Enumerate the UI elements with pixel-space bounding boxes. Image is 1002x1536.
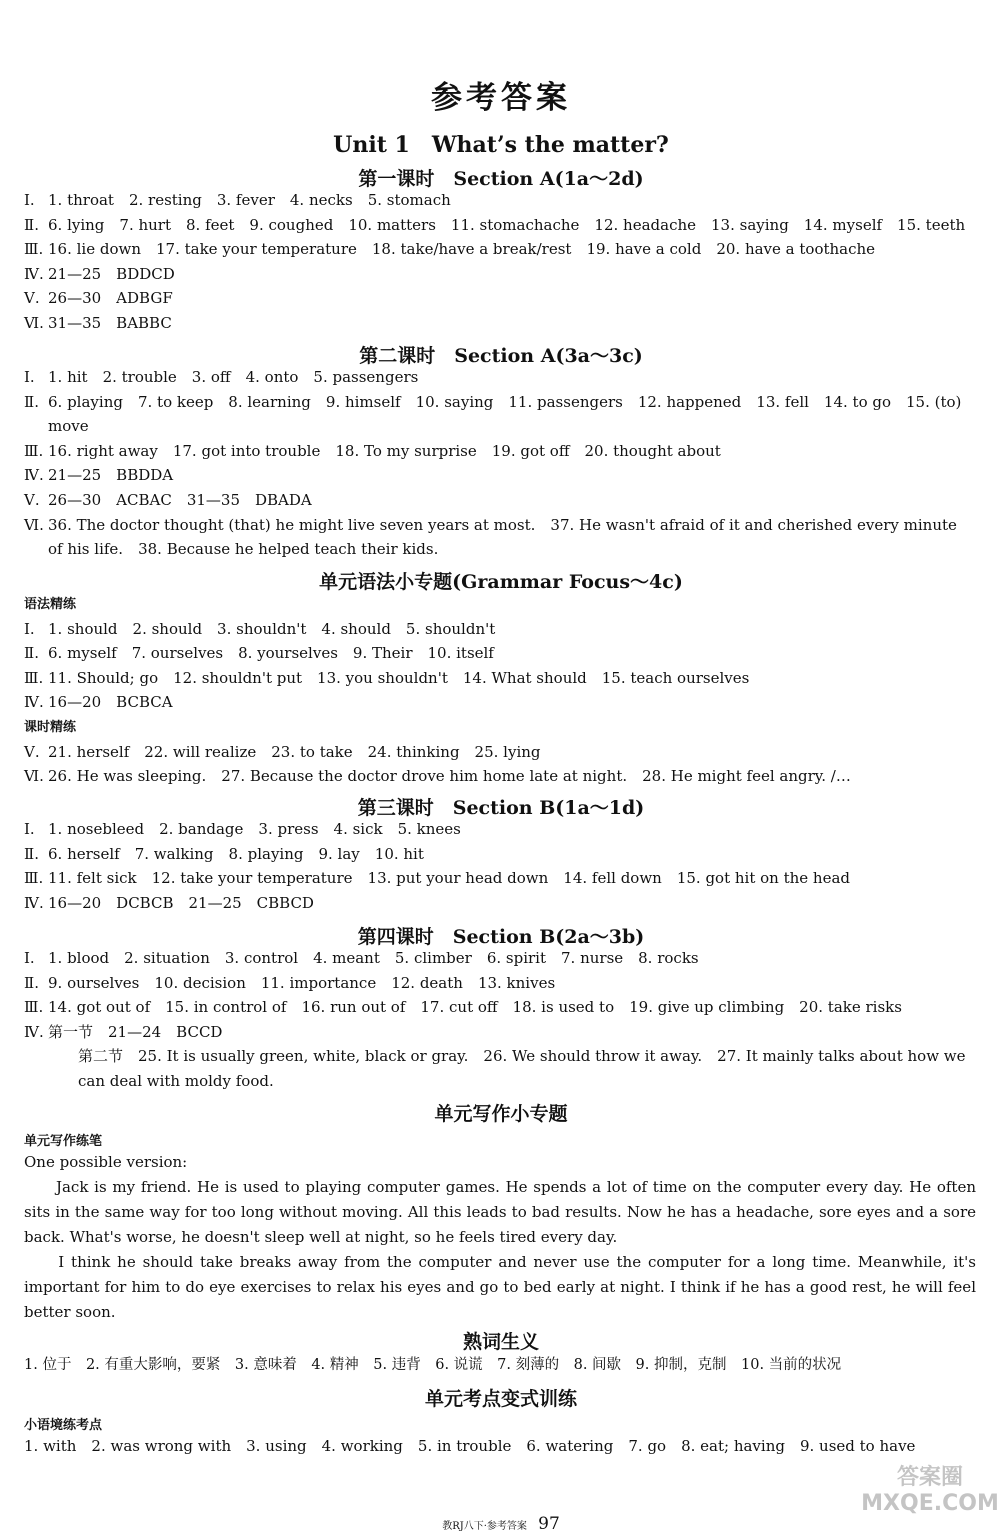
answer-line xyxy=(24,845,980,863)
answer-line xyxy=(24,1023,980,1041)
answer-text: 9. ourselves 10. decision 11. importance 12. death 13. knives xyxy=(48,973,556,992)
exercise-number: Ⅳ. xyxy=(24,466,44,485)
vocab-heading: 熟词生义 xyxy=(462,1331,539,1353)
answer-line xyxy=(24,693,980,711)
section-heading: 第三课时 Section B(1a～1d) xyxy=(357,797,645,819)
page-title: 参考答案 xyxy=(431,80,571,116)
writing-subheading: 单元写作练笔 xyxy=(24,1134,103,1149)
unit-title: Unit 1 What’s the matter? xyxy=(333,132,669,158)
answer-line xyxy=(24,516,980,534)
drill-answers: 1. with 2. was wrong with 3. using 4. working 5. in trouble 6. watering 7. go 8. eat; having 9. used to have xyxy=(24,1437,916,1455)
answer-text: 21—25 BDDCD xyxy=(48,264,175,283)
page-number: 97 xyxy=(538,1514,560,1534)
answer-text: 26. He was sleeping. 27. Because the doctor drove him home late at night. 28. He might feel angry. /… xyxy=(48,767,851,786)
answer-text: 26—30 ADBGF xyxy=(48,289,173,308)
answer-text: 36. The doctor thought (that) he might live seven years at most. 37. He wasn't afraid of it and cherished every minute xyxy=(48,515,957,534)
exercise-number: Ⅰ. xyxy=(24,949,35,967)
exercise-number: Ⅵ. xyxy=(24,314,44,332)
writing-paragraph-2: I think he should take breaks away from the computer and never use the computer for a long time. Meanwhile, it's important for him to do eye exercises to relax his eyes and go to bed early at night. I think if he has a good rest, he will feel better soon. xyxy=(24,1253,976,1321)
watermark xyxy=(860,1465,1000,1517)
drill-subheading: 小语境练考点 xyxy=(24,1418,103,1433)
answer-text: 14. got out of 15. in control of 16. run out of 17. cut off 18. is used to 19. give up climbing 20. take risks xyxy=(48,998,902,1017)
exercise-number: Ⅳ. xyxy=(24,1022,44,1041)
answer-line xyxy=(24,767,980,785)
answer-text: 第二节 25. It is usually green, white, black or gray. 26. We should throw it away. 27. It mainly talks about how we xyxy=(48,1047,966,1066)
answer-text: 11. felt sick 12. take your temperature 13. put your head down 14. fell down 15. got hit on the head xyxy=(48,869,851,888)
answer-text: 26—30 ACBAC 31—35 DBADA xyxy=(48,491,312,509)
exercise-number: Ⅲ. xyxy=(24,668,44,687)
exercise-number: Ⅱ. xyxy=(24,392,39,411)
writing-heading: 单元写作小专题 xyxy=(434,1103,568,1125)
exercise-number: Ⅰ. xyxy=(24,368,35,386)
answer-text: 21. herself 22. will realize 23. to take 24. thinking 25. lying xyxy=(48,742,541,761)
answer-text: 1. nosebleed 2. bandage 3. press 4. sick 5. knees xyxy=(48,820,461,838)
answer-text: 16—20 BCBCA xyxy=(48,693,173,712)
answer-line xyxy=(24,540,980,558)
answer-text: 6. herself 7. walking 8. playing 9. lay 10. hit xyxy=(48,844,424,863)
watermark-logo: 答案圈 xyxy=(896,1465,963,1490)
answer-line xyxy=(24,644,980,662)
answer-line xyxy=(24,265,980,283)
answer-line xyxy=(24,620,980,638)
answer-text: 16—20 DCBCB 21—25 CBBCD xyxy=(48,893,314,912)
exercise-number: Ⅰ. xyxy=(24,619,35,638)
section-heading: 单元语法小专题(Grammar Focus～4c) xyxy=(319,571,683,593)
exercise-number: Ⅱ. xyxy=(24,644,39,663)
exercise-number: Ⅲ. xyxy=(24,869,44,888)
answer-text: move xyxy=(48,417,89,436)
exercise-number: Ⅵ. xyxy=(24,767,44,786)
watermark-url: MXQE.COM xyxy=(861,1491,999,1516)
answer-text: 16. right away 17. got into trouble 18. To my surprise 19. got off 20. thought about xyxy=(48,441,721,460)
answer-line xyxy=(24,1072,980,1090)
writing-intro: One possible version: xyxy=(24,1153,188,1171)
answer-line xyxy=(24,289,980,307)
answer-line xyxy=(24,1047,980,1065)
answer-line xyxy=(24,743,980,761)
answer-line xyxy=(24,820,980,838)
exercise-number: Ⅳ. xyxy=(24,693,44,712)
answer-text: 6. myself 7. ourselves 8. yourselves 9. Their 10. itself xyxy=(48,644,494,663)
answer-line xyxy=(24,669,980,687)
answer-text: 16. lie down 17. take your temperature 18. take/have a break/rest 19. have a cold 20. have a toothache xyxy=(48,240,876,259)
exercise-number: Ⅰ. xyxy=(24,191,35,209)
answer-text: 1. throat 2. resting 3. fever 4. necks 5. stomach xyxy=(48,191,451,209)
footer-label: 教RJ八下·参考答案 xyxy=(442,1521,527,1532)
exercise-number: Ⅰ. xyxy=(24,820,35,838)
practice-subheading: 语法精练 xyxy=(24,597,77,612)
answer-line xyxy=(24,240,980,258)
answer-text: 11. Should; go 12. shouldn't put 13. you shouldn't 14. What should 15. teach ourselves xyxy=(48,668,750,687)
page-footer xyxy=(0,1514,1002,1534)
answer-line xyxy=(24,894,980,912)
vocab-answers: 1. 位于 2. 有重大影响，要紧 3. 意味着 4. 精神 5. 违背 6. 说谎 7. 刻薄的 8. 间歇 9. 抑制，克制 10. 当前的状况 xyxy=(24,1357,842,1373)
exercise-number: Ⅱ. xyxy=(24,973,39,992)
exercise-number: Ⅱ. xyxy=(24,215,39,234)
answer-line xyxy=(24,869,980,887)
answer-line xyxy=(24,491,980,509)
section-heading: 第二课时 Section A(3a～3c) xyxy=(359,345,643,367)
answer-line xyxy=(24,368,980,386)
answer-line xyxy=(24,466,980,484)
exercise-number: Ⅲ. xyxy=(24,441,44,460)
answer-text: can deal with moldy food. xyxy=(48,1072,274,1090)
exercise-number: Ⅴ. xyxy=(24,289,40,308)
exercise-number: Ⅴ. xyxy=(24,742,40,761)
answer-line xyxy=(24,393,980,411)
answer-text: 6. playing 7. to keep 8. learning 9. himself 10. saying 11. passengers 12. happened 13. fell 14. to go 15. (to) xyxy=(48,392,962,411)
answer-line xyxy=(24,998,980,1016)
answer-text: 第一节 21—24 BCCD xyxy=(48,1022,223,1041)
exercise-number: Ⅴ. xyxy=(24,491,40,509)
exercise-number: Ⅳ. xyxy=(24,893,44,912)
answer-text: 1. blood 2. situation 3. control 4. meant 5. climber 6. spirit 7. nurse 8. rocks xyxy=(48,949,699,967)
answer-line xyxy=(24,417,980,435)
answer-text: 6. lying 7. hurt 8. feet 9. coughed 10. matters 11. stomachache 12. headache 13. saying 14. myself 15. teeth xyxy=(48,215,966,234)
answer-text: 1. hit 2. trouble 3. off 4. onto 5. passengers xyxy=(48,368,419,386)
section-heading: 第一课时 Section A(1a～2d) xyxy=(358,168,644,190)
answer-line xyxy=(24,442,980,460)
writing-paragraph-1: Jack is my friend. He is used to playing computer games. He spends a lot of time on the computer every day. He often sits in the same way for too long without moving. All this leads to bad results. Now he has a headache, sore eyes and a sore back. What's worse, he doesn't sleep well at night, so he feels tired every day. xyxy=(24,1178,976,1246)
answer-line xyxy=(24,216,980,234)
exercise-number: Ⅱ. xyxy=(24,844,39,863)
drill-heading: 单元考点变式训练 xyxy=(424,1388,577,1410)
answer-line xyxy=(24,974,980,992)
practice-subheading: 课时精练 xyxy=(24,720,77,735)
answer-text: of his life. 38. Because he helped teach their kids. xyxy=(48,540,439,559)
section-heading: 第四课时 Section B(2a～3b) xyxy=(357,926,645,948)
exercise-number: Ⅲ. xyxy=(24,998,44,1017)
answer-line xyxy=(24,191,980,209)
exercise-number: Ⅵ. xyxy=(24,515,44,534)
answer-text: 1. should 2. should 3. shouldn't 4. should 5. shouldn't xyxy=(48,619,496,638)
answer-line xyxy=(24,314,980,332)
exercise-number: Ⅳ. xyxy=(24,264,44,283)
answer-line xyxy=(24,949,980,967)
exercise-number: Ⅲ. xyxy=(24,240,44,259)
answer-text: 21—25 BBDDA xyxy=(48,466,174,485)
answer-text: 31—35 BABBC xyxy=(48,314,172,332)
